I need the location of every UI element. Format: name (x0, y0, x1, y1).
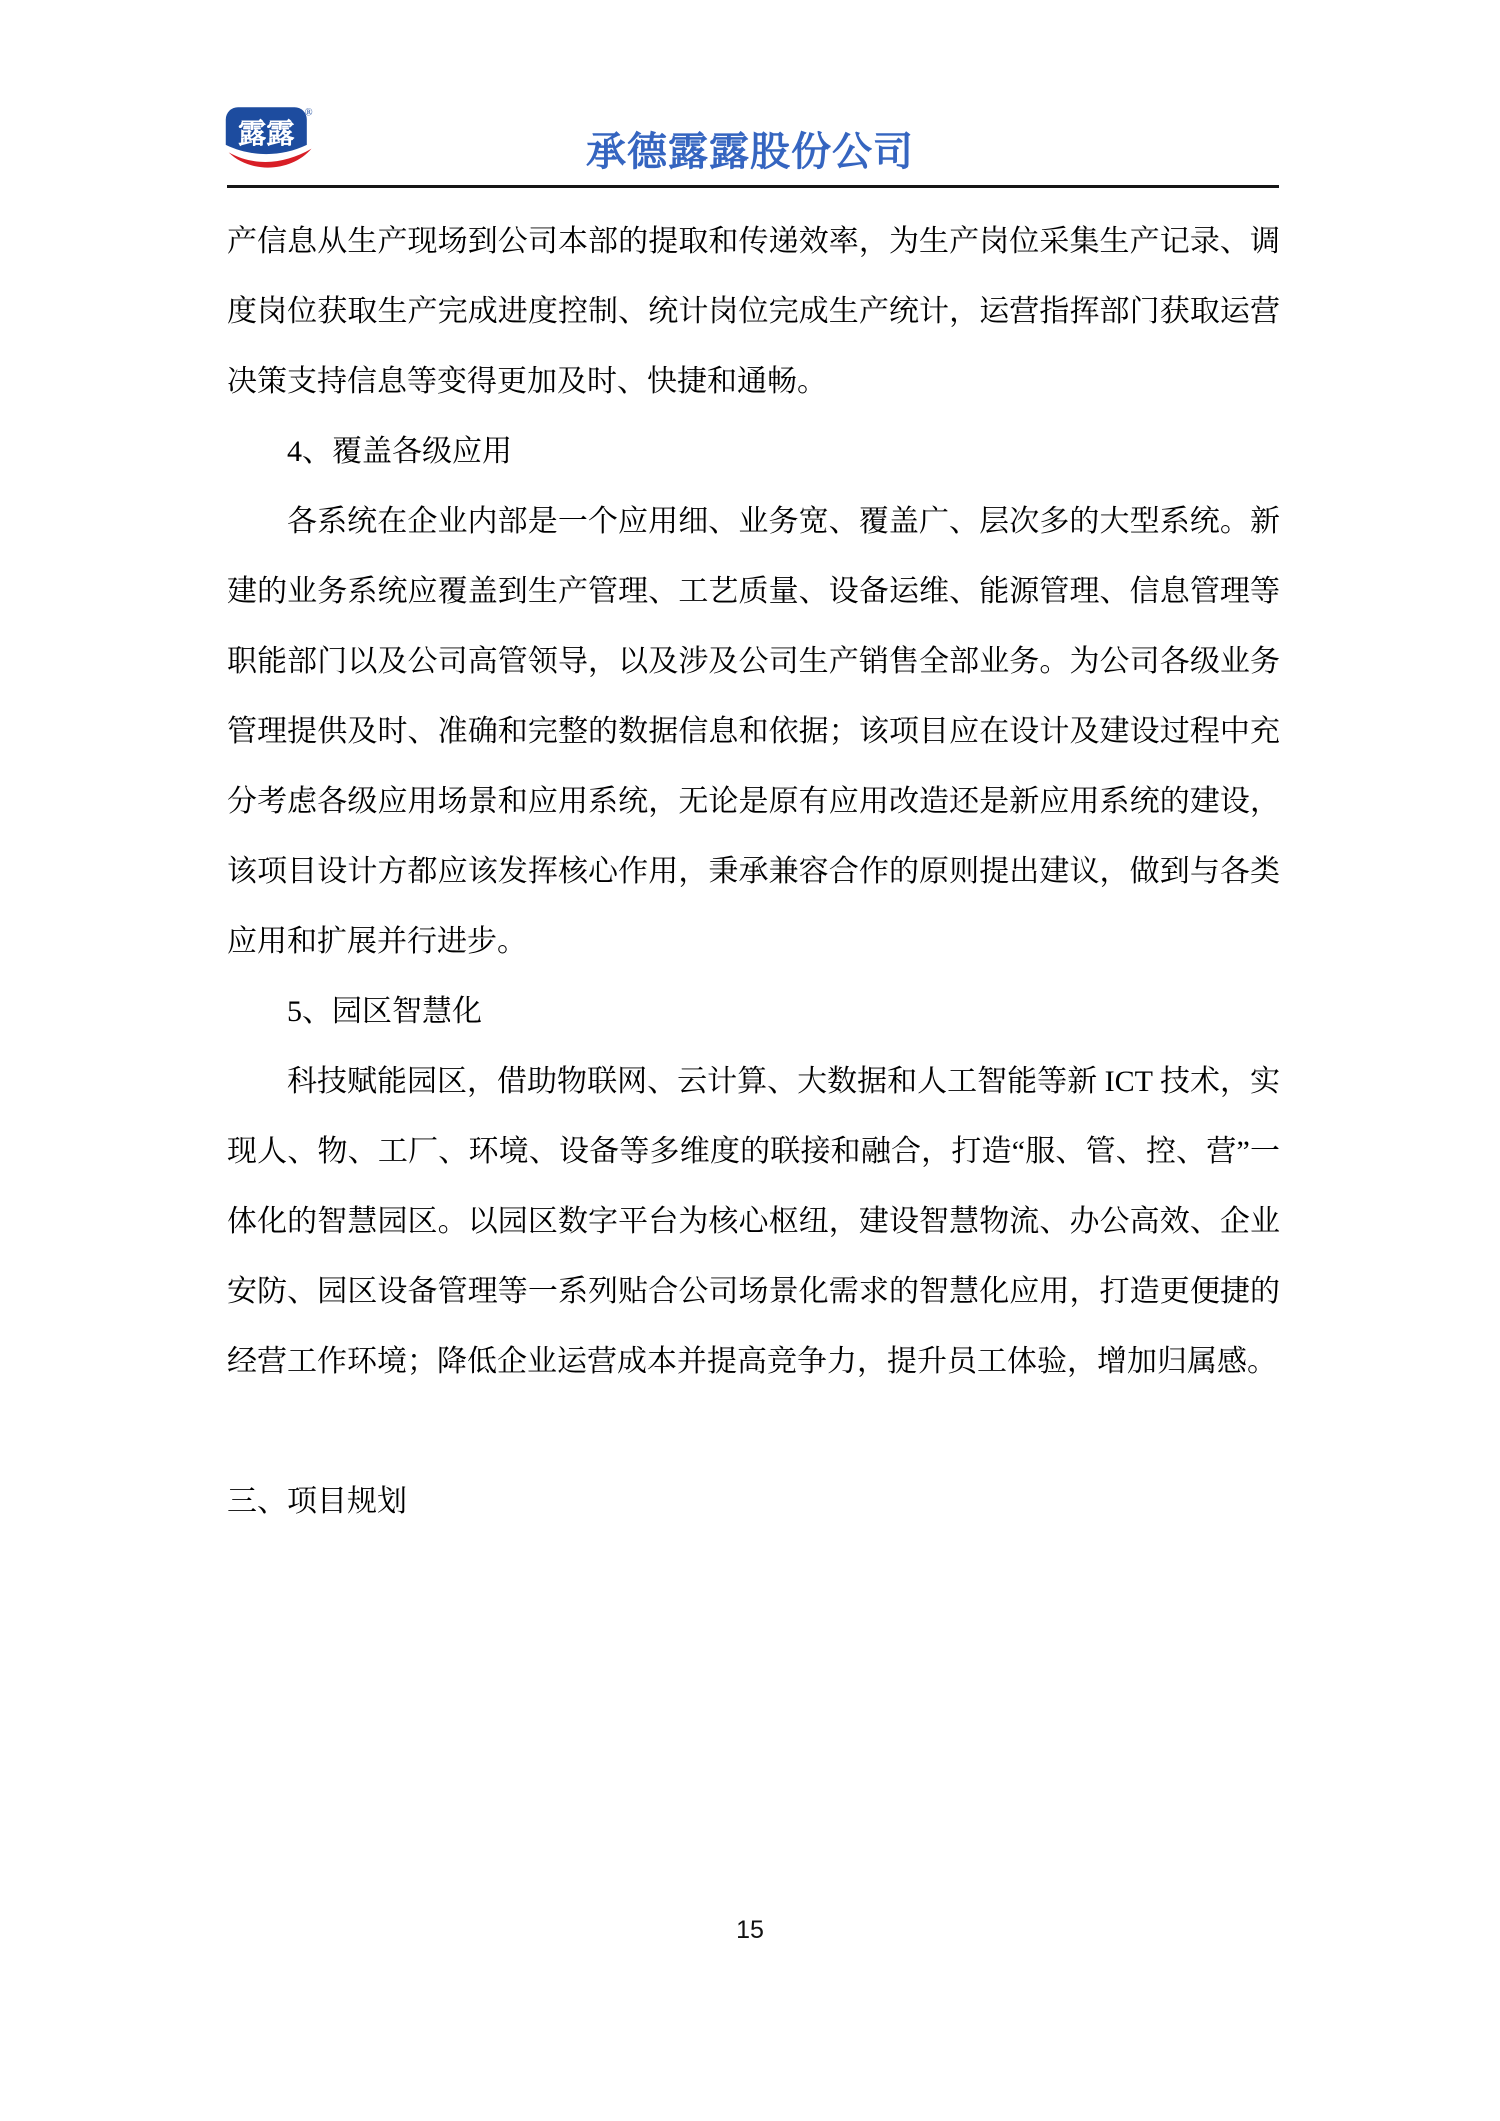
heading-5: 5、园区智慧化 (287, 995, 482, 1028)
blank-line (227, 1397, 1280, 1467)
paragraph-5: 科技赋能园区，借助物联网、云计算、大数据和人工智能等新 ICT 技术，实现人、物、工厂、环境、设备等多维度的联接和融合，打造“服、管、控、营”一体化的智慧园区。以园区数字平台为核心枢纽，建设智慧物流、办公高效、企业安防、园区设备管理等一系列贴合公司场景化需求的智慧化应用，打造更便捷的经营工作环境；降低企业运营成本并提高竞争力，提升员工体验，增加归属感。 (227, 1065, 1280, 1378)
page-number: 15 (736, 1916, 764, 1944)
header-divider-line (227, 185, 1279, 188)
section-heading-project-plan: 三、项目规划 (227, 1485, 407, 1518)
registered-mark: ® (304, 107, 313, 119)
paragraph-continuation: 产信息从生产现场到公司本部的提取和传递效率，为生产岗位采集生产记录、调度岗位获取生产完成进度控制、统计岗位完成生产统计，运营指挥部门获取运营决策支持信息等变得更加及时、快捷和通畅。 (227, 225, 1280, 398)
logo-characters: 露露 (238, 119, 295, 150)
paragraph-4: 各系统在企业内部是一个应用细、业务宽、覆盖广、层次多的大型系统。新建的业务系统应覆盖到生产管理、工艺质量、设备运维、能源管理、信息管理等职能部门以及公司高管领导，以及涉及公司生产销售全部业务。为公司各级业务管理提供及时、准确和完整的数据信息和依据；该项目应在设计及建设过程中充分考虑各级应用场景和应用系统，无论是原有应用改造还是新应用系统的建设，该项目设计方都应该发挥核心作用，秉承兼容合作的原则提出建议，做到与各类应用和扩展并行进步。 (227, 505, 1280, 958)
document-body (227, 207, 1280, 1537)
heading-4: 4、覆盖各级应用 (287, 435, 512, 468)
company-name-header: 承德露露股份公司 (586, 130, 914, 174)
